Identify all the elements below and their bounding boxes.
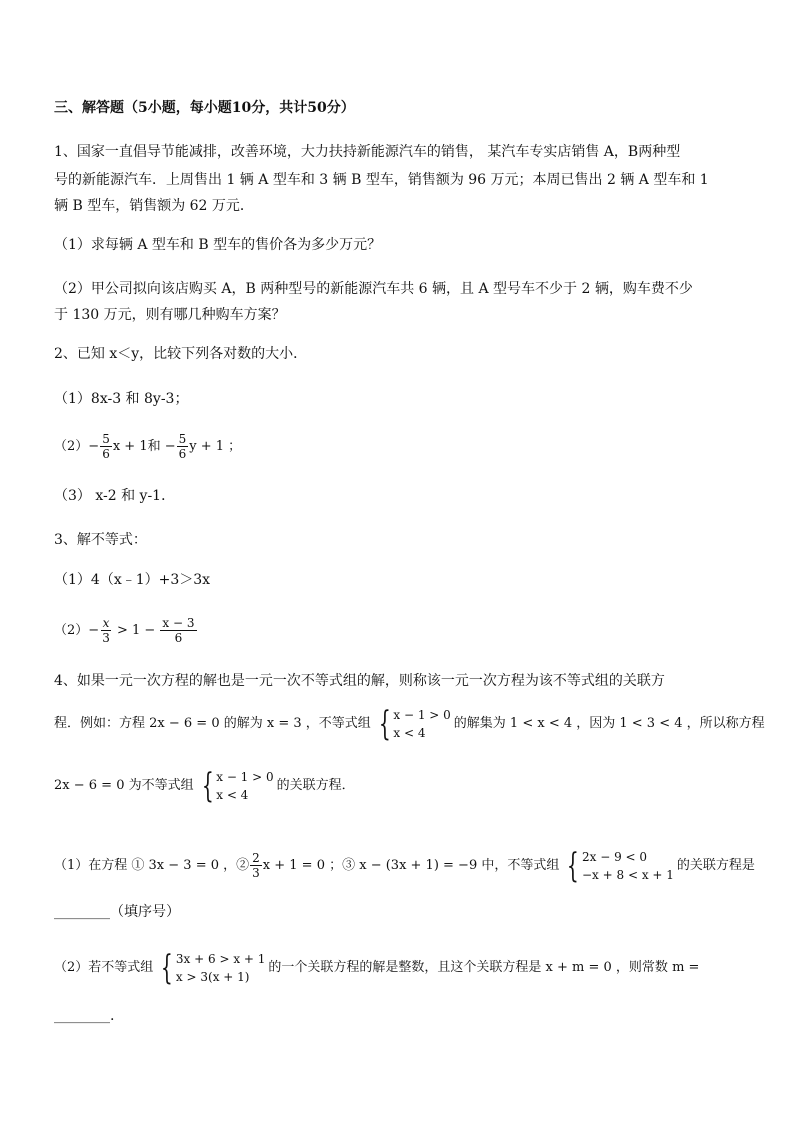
q4-sub2-b: 的一个关联方程的解是整数，且这个关联方程是 x + m = 0 ，则常数 m = xyxy=(268,960,700,975)
system-row-2: x > 3(x + 1) xyxy=(175,969,250,984)
q1-sub2-line1: （2）甲公司拟向该店购买 A，B 两种型号的新能源汽车共 6 辆，且 A 型号车不少于 2 辆，购车费不少 xyxy=(54,281,693,297)
frac-denominator: 3 xyxy=(102,631,110,645)
system-row-2: x < 4 xyxy=(393,725,426,740)
q4-sub1-answer-blank: ________（填序号） xyxy=(54,904,180,920)
q1-line3: 辆 B 型车，销售额为 62 万元． xyxy=(54,198,254,214)
q3-sub1: （1）4（x﹣1）+3＞3x xyxy=(54,572,211,588)
q4-inequality-system-2 xyxy=(562,845,674,886)
q2-sub2-prefix: （2） xyxy=(54,439,89,454)
q2-sub3: （3） x-2 和 y-1． xyxy=(54,488,176,504)
q1-line2: 号的新能源汽车．上周售出 1 辆 A 型车和 3 辆 B 型车，销售额为 96 万元；本周已售出 2 辆 A 型车和 1 xyxy=(54,172,709,188)
q4-line3-a: 2x − 6 = 0 为不等式组 xyxy=(54,778,194,793)
frac-denominator: 3 xyxy=(252,866,260,880)
system-row-2: x < 4 xyxy=(216,787,249,802)
q3-sub2 xyxy=(54,614,198,648)
q3-stem: 3、解不等式： xyxy=(54,532,147,548)
q1-sub2-line2: 于 130 万元，则有哪几种购车方案？ xyxy=(54,307,286,323)
brace-symbol: { xyxy=(567,845,580,886)
frac-denominator: 6 xyxy=(174,631,183,645)
brace-symbol: { xyxy=(378,703,391,744)
q4-sub1-c: 的关联方程是 xyxy=(676,858,755,873)
system-row-1: x − 1 > 0 xyxy=(216,769,274,784)
q4-line2 xyxy=(54,704,765,744)
q4-inequality-system-3 xyxy=(156,947,266,988)
q2-sub2-part1: x + 1和 − xyxy=(112,439,176,454)
q4-line3-b: 的关联方程． xyxy=(276,778,355,793)
frac-numerator: 2 xyxy=(252,851,260,865)
q4-line2-a: 程．例如：方程 2x − 6 = 0 的解为 x = 3 ，不等式组 xyxy=(54,716,371,731)
q2-sub2-fraction-1 xyxy=(100,432,112,461)
q4-sub2-a: （2）若不等式组 xyxy=(54,960,154,975)
q2-sub1: （1）8x-3 和 8y-3； xyxy=(54,391,189,407)
frac-numerator: x xyxy=(102,616,110,630)
frac-denominator: 6 xyxy=(178,447,187,461)
system-row-1: 2x − 9 < 0 xyxy=(582,849,648,864)
brace-symbol: { xyxy=(161,947,174,988)
system-row-1: x − 1 > 0 xyxy=(393,707,451,722)
q3-sub2-fraction-2 xyxy=(160,616,196,645)
q3-sub2-mid: > 1 − xyxy=(112,623,160,638)
q4-sub2 xyxy=(54,948,699,988)
q4-line3 xyxy=(54,766,355,806)
q2-sub2-part2: y + 1 ； xyxy=(189,439,242,454)
frac-numerator: x − 3 xyxy=(162,616,195,630)
q4-sub2-answer-blank: ________. xyxy=(54,1008,115,1024)
q4-sub1-a: （1）在方程 ① 3x − 3 = 0 ，② xyxy=(54,858,250,873)
q4-inequality-system-1-repeat xyxy=(197,765,274,806)
q4-sub1-b: x + 1 = 0 ；③ x − (3x + 1) = −9 中，不等式组 xyxy=(262,858,560,873)
frac-numerator: 5 xyxy=(178,432,187,446)
q3-sub2-fraction-1 xyxy=(100,616,112,645)
q2-sub2-fraction-2 xyxy=(177,432,189,461)
q4-sub1 xyxy=(54,846,755,886)
frac-denominator: 6 xyxy=(102,447,110,461)
q3-sub2-minus: − xyxy=(88,623,100,638)
system-row-2: −x + 8 < x + 1 xyxy=(582,867,674,882)
q2-sub2 xyxy=(54,430,241,464)
q2-sub2-minus: − xyxy=(88,439,100,454)
q4-sub1-fraction xyxy=(250,851,262,880)
system-row-1: 3x + 6 > x + 1 xyxy=(175,951,266,966)
q3-sub2-prefix: （2） xyxy=(54,623,89,638)
q2-stem: 2、已知 x＜y，比较下列各对数的大小． xyxy=(54,346,308,362)
q1-sub1: （1）求每辆 A 型车和 B 型车的售价各为多少万元？ xyxy=(54,237,382,253)
frac-numerator: 5 xyxy=(102,432,110,446)
q4-line2-b: 的解集为 1 < x < 4 ，因为 1 < 3 < 4 ，所以称方程 xyxy=(453,716,765,731)
q1-line1: 1、国家一直倡导节能减排，改善环境，大力扶持新能源汽车的销售， 某汽车专实店销售 A，B两种型 xyxy=(54,144,681,160)
brace-symbol: { xyxy=(201,765,214,806)
q4-inequality-system-1 xyxy=(374,703,451,744)
section-heading: 三、解答题（5小题，每小题10分，共计50分） xyxy=(54,100,355,116)
q4-line1: 4、如果一元一次方程的解也是一元一次不等式组的解，则称该一元一次方程为该不等式组的关联方 xyxy=(54,673,665,689)
